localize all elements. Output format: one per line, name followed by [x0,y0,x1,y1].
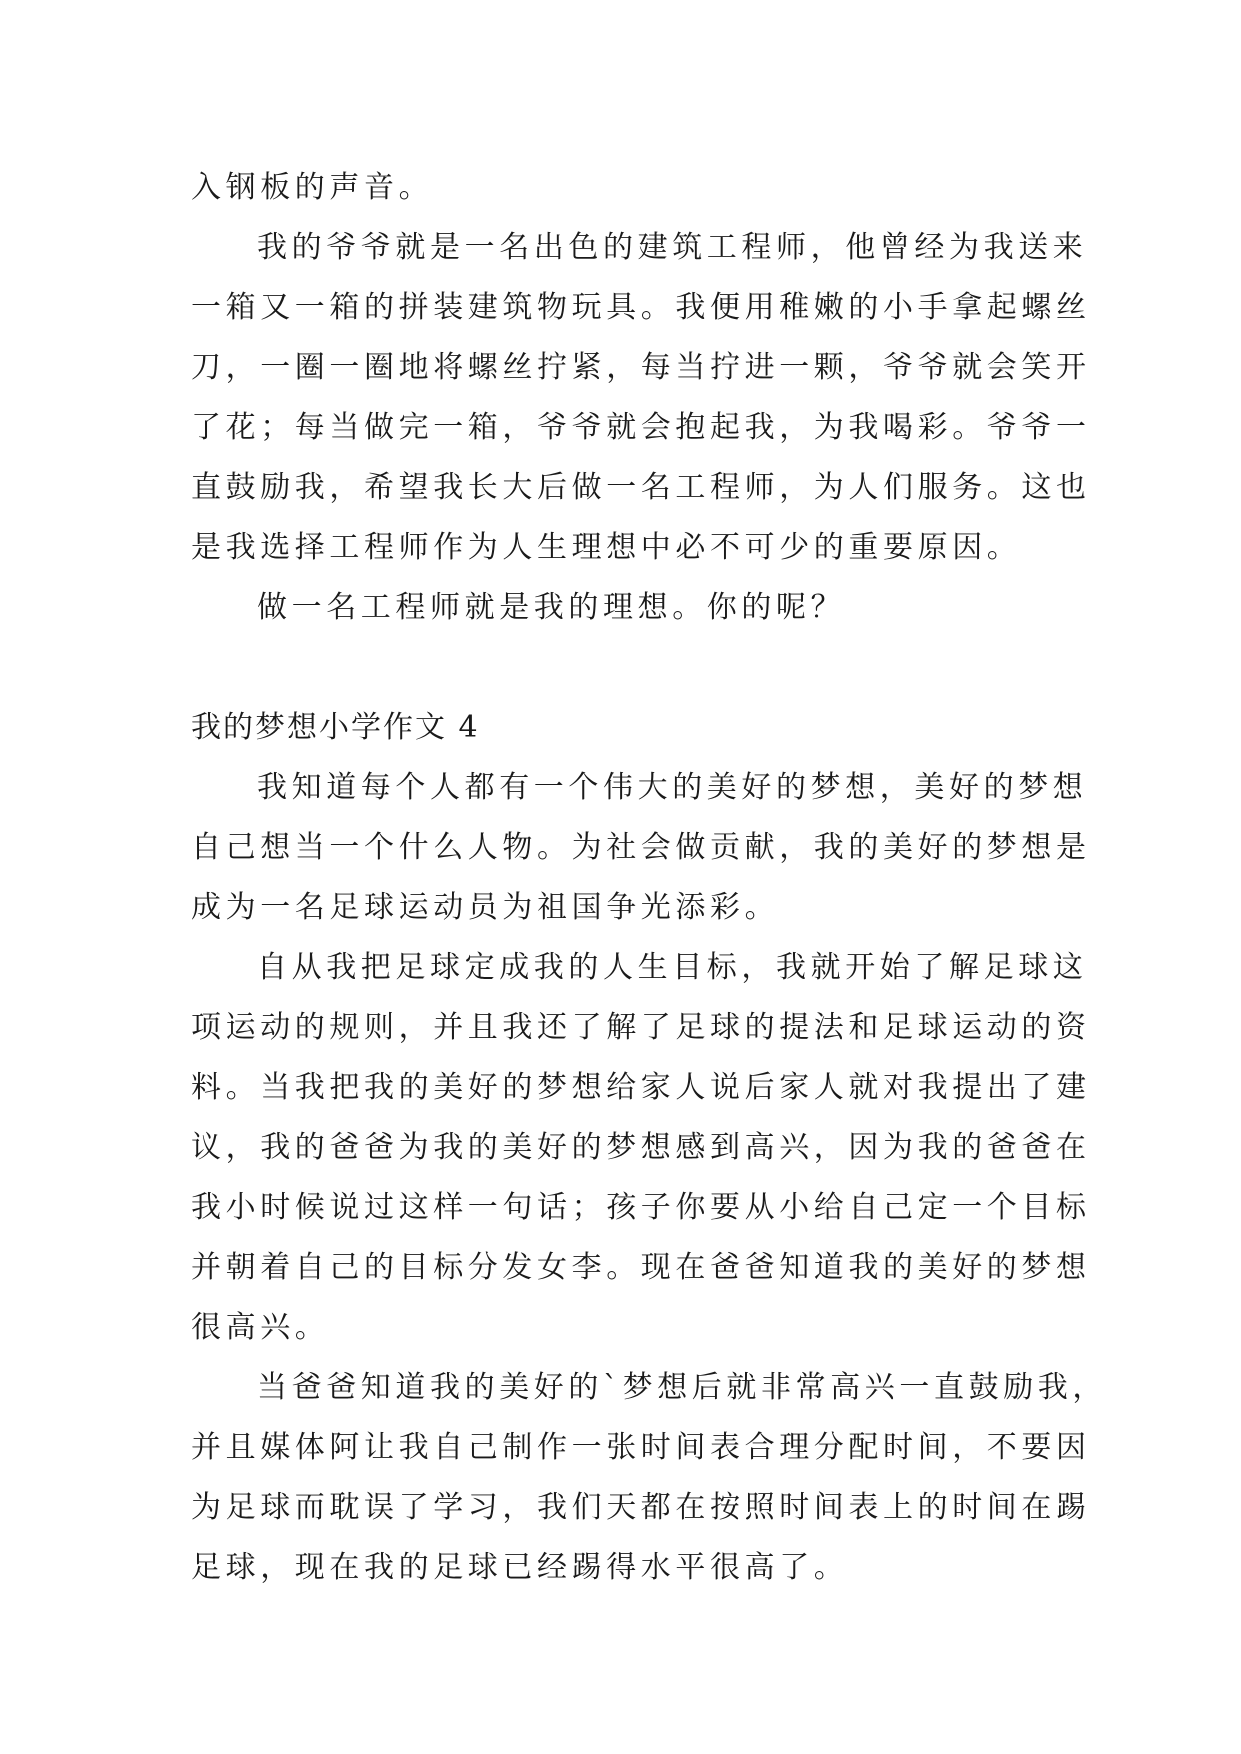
paragraph-line: 直鼓励我，希望我长大后做一名工程师，为人们服务。这也 [191,470,1091,505]
paragraph [191,758,1091,938]
paragraph [191,938,1091,1358]
paragraph-line: 自己想当一个什么人物。为社会做贡献，我的美好的梦想是 [191,830,1091,865]
paragraph-line: 刀，一圈一圈地将螺丝拧紧，每当拧进一颗，爷爷就会笑开 [191,350,1091,385]
paragraph [191,578,1053,638]
essay-4-body [191,758,1107,1598]
paragraph [191,218,1091,578]
paragraph-line: 议，我的爸爸为我的美好的梦想感到高兴，因为我的爸爸在 [191,1130,1091,1165]
paragraph-line: 当爸爸知道我的美好的`梦想后就非常高兴一直鼓励我， [257,1370,1107,1405]
paragraph-line: 一箱又一箱的拼装建筑物玩具。我便用稚嫩的小手拿起螺丝 [191,290,1091,325]
paragraph [191,1358,1107,1598]
section-title: 我的梦想小学作文 4 [191,710,480,745]
paragraph-line: 入钢板的声音。 [191,170,434,205]
paragraph-line: 为足球而耽误了学习，我们天都在按照时间表上的时间在踢 [191,1490,1091,1525]
paragraph-line: 成为一名足球运动员为祖国争光添彩。 [191,890,780,925]
paragraph-line: 项运动的规则，并且我还了解了足球的提法和足球运动的资 [191,1010,1091,1045]
paragraph-line: 我小时候说过这样一句话；孩子你要从小给自己定一个目标 [191,1190,1091,1225]
paragraph-line: 做一名工程师就是我的理想。你的呢？ [257,590,846,625]
paragraph-line: 自从我把足球定成我的人生目标，我就开始了解足球这 [257,950,1088,985]
paragraph-line: 是我选择工程师作为人生理想中必不可少的重要原因。 [191,530,1022,565]
paragraph-line: 并且媒体阿让我自己制作一张时间表合理分配时间，不要因 [191,1430,1091,1465]
paragraph-line: 我知道每个人都有一个伟大的美好的梦想，美好的梦想 [257,770,1088,805]
essay-continuation [191,158,1091,638]
paragraph-line: 料。当我把我的美好的梦想给家人说后家人就对我提出了建 [191,1070,1091,1105]
paragraph-line: 足球，现在我的足球已经踢得水平很高了。 [191,1550,849,1585]
document-body [191,158,1107,1598]
paragraph [191,158,1053,218]
paragraph-line: 了花；每当做完一箱，爷爷就会抱起我，为我喝彩。爷爷一 [191,410,1091,445]
paragraph-line: 我的爷爷就是一名出色的建筑工程师，他曾经为我送来 [257,230,1088,265]
paragraph-line: 很高兴。 [191,1310,330,1345]
section-gap [191,638,1053,698]
paragraph-line: 并朝着自己的目标分发女李。现在爸爸知道我的美好的梦想 [191,1250,1091,1285]
